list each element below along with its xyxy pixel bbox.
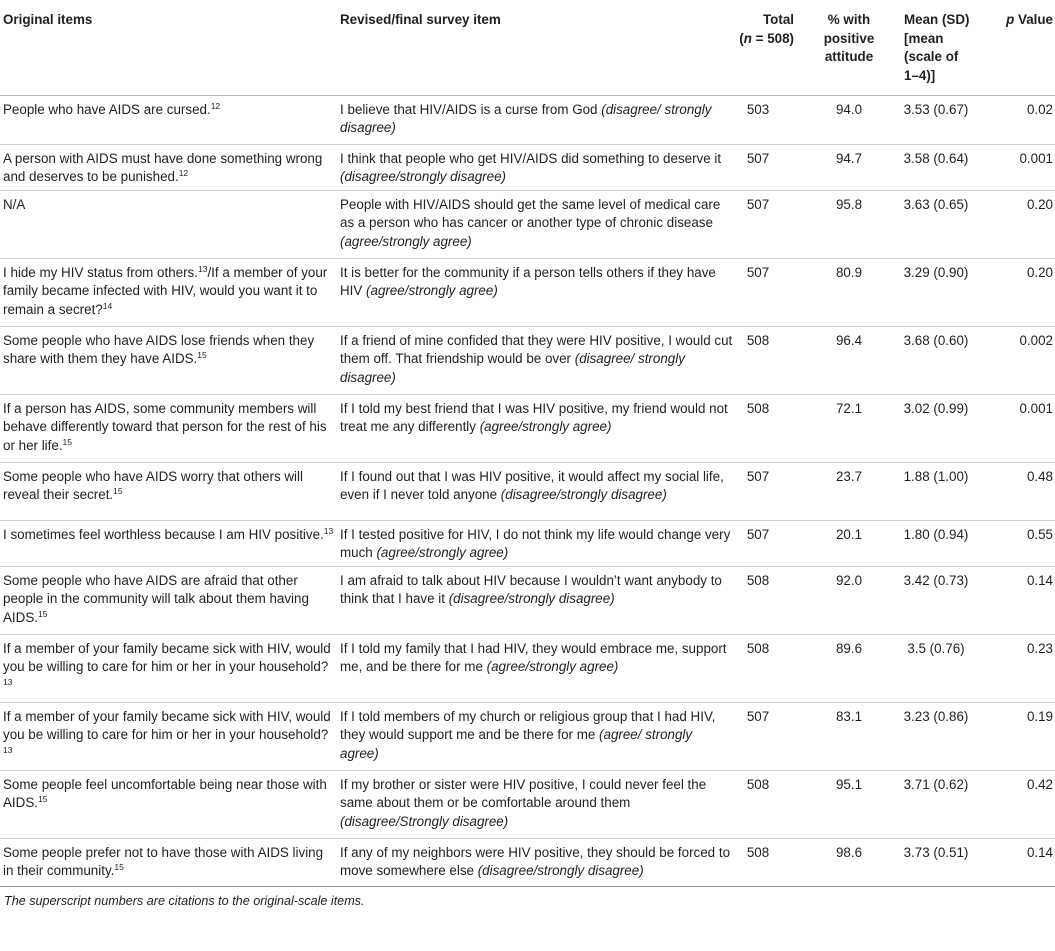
cell-p-value: 0.20: [990, 190, 1055, 258]
header-total: Total (n = 508): [734, 0, 804, 95]
table-header-row: [0, 0, 1055, 95]
cell-original-item: [0, 95, 336, 144]
table-footnote: The superscript numbers are citations to the original-scale items.: [4, 893, 365, 908]
table-row: [0, 190, 1055, 258]
cell-total: 503: [734, 95, 804, 144]
cell-total: 507: [734, 144, 804, 190]
table-row: [0, 258, 1055, 326]
cell-mean-sd: 3.68 (0.60): [894, 326, 990, 394]
citation-superscript: 13: [3, 676, 13, 687]
table-row: [0, 144, 1055, 190]
cell-p-value: 0.23: [990, 634, 1055, 702]
cell-positive-attitude: 95.8: [804, 190, 894, 258]
response-coding: (disagree/ strongly disagree): [340, 351, 685, 385]
table-row: [0, 462, 1055, 520]
original-item-text-cont: /If a member of your family became infected with HIV, would you want it to remain a secret?: [3, 264, 328, 317]
cell-positive-attitude: 96.4: [804, 326, 894, 394]
cell-positive-attitude: 20.1: [804, 520, 894, 566]
table-row: [0, 702, 1055, 770]
revised-item-text: I think that people who get HIV/AIDS did something to deserve it: [340, 150, 722, 166]
cell-p-value: 0.48: [990, 462, 1055, 520]
original-item-text: If a member of your family became sick with HIV, would you be willing to care for him or her in your household?: [3, 708, 331, 743]
cell-original-item: [0, 702, 336, 770]
citation-superscript: 12: [210, 100, 221, 111]
cell-revised-item: [336, 702, 734, 770]
cell-p-value: 0.14: [990, 566, 1055, 634]
citation-superscript: 15: [62, 436, 73, 447]
cell-p-value: 0.001: [990, 144, 1055, 190]
table-row: [0, 566, 1055, 634]
original-item-text: Some people who have AIDS worry that others will reveal their secret.: [3, 468, 303, 503]
cell-mean-sd: 3.58 (0.64): [894, 144, 990, 190]
table-body: [0, 95, 1055, 886]
cell-mean-sd: 3.63 (0.65): [894, 190, 990, 258]
revised-item-text: If I told my best friend that I was HIV positive, my friend would not treat me any differently: [340, 400, 728, 435]
revised-item-text: People with HIV/AIDS should get the same level of medical care as a person who has cancer or another type of chronic disease: [340, 196, 721, 231]
header-positive-attitude: % with positive attitude: [804, 0, 894, 95]
cell-revised-item: [336, 190, 734, 258]
cell-revised-item: [336, 520, 734, 566]
cell-original-item: [0, 520, 336, 566]
revised-item-text: If any of my neighbors were HIV positive, they should be forced to move somewhere else: [340, 844, 731, 879]
cell-mean-sd: 3.42 (0.73): [894, 566, 990, 634]
cell-p-value: 0.19: [990, 702, 1055, 770]
cell-mean-sd: 3.29 (0.90): [894, 258, 990, 326]
cell-total: 508: [734, 566, 804, 634]
cell-mean-sd: 3.73 (0.51): [894, 838, 990, 886]
original-item-text: Some people prefer not to have those with AIDS living in their community.: [3, 844, 324, 879]
cell-positive-attitude: 94.0: [804, 95, 894, 144]
cell-total: 508: [734, 770, 804, 838]
original-item-text: Some people who have AIDS are afraid that other people in the community will talk about them having AIDS.: [3, 572, 309, 625]
cell-p-value: 0.001: [990, 394, 1055, 462]
revised-item-text: I believe that HIV/AIDS is a curse from God: [340, 101, 602, 117]
original-item-text: I sometimes feel worthless because I am HIV positive.: [3, 526, 324, 542]
response-coding: (agree/strongly agree): [340, 233, 472, 249]
table-row: [0, 394, 1055, 462]
cell-original-item: [0, 394, 336, 462]
revised-item-text: If I found out that I was HIV positive, it would affect my social life, even if I never told anyone: [340, 468, 724, 503]
revised-item-text: I am afraid to talk about HIV because I wouldn’t want anybody to think that I have it: [340, 572, 722, 607]
cell-total: 507: [734, 702, 804, 770]
cell-total: 508: [734, 394, 804, 462]
cell-positive-attitude: 92.0: [804, 566, 894, 634]
cell-p-value: 0.14: [990, 838, 1055, 886]
cell-positive-attitude: 98.6: [804, 838, 894, 886]
revised-item-text: If I told my family that I had HIV, they would embrace me, support me, and be there for me: [340, 640, 727, 675]
citation-superscript: 15: [114, 862, 124, 873]
cell-original-item: [0, 190, 336, 258]
citation-superscript: 14: [102, 300, 113, 311]
cell-p-value: 0.42: [990, 770, 1055, 838]
cell-revised-item: [336, 838, 734, 886]
cell-positive-attitude: 89.6: [804, 634, 894, 702]
cell-revised-item: [336, 462, 734, 520]
response-coding: (agree/strongly agree): [479, 419, 612, 435]
cell-p-value: 0.55: [990, 520, 1055, 566]
response-coding: (disagree/Strongly disagree): [340, 813, 509, 829]
cell-revised-item: [336, 394, 734, 462]
header-p-value: p Value: [990, 0, 1055, 95]
table-row: [0, 520, 1055, 566]
cell-original-item: [0, 566, 336, 634]
response-coding: (disagree/ strongly disagree): [340, 101, 712, 136]
cell-revised-item: [336, 95, 734, 144]
cell-original-item: [0, 258, 336, 326]
response-coding: (disagree/strongly disagree): [448, 591, 615, 607]
citation-superscript: 13: [197, 263, 208, 274]
cell-original-item: [0, 462, 336, 520]
cell-total: 508: [734, 838, 804, 886]
cell-mean-sd: 1.88 (1.00): [894, 462, 990, 520]
cell-positive-attitude: 83.1: [804, 702, 894, 770]
revised-item-text: If I tested positive for HIV, I do not think my life would change very much: [340, 526, 731, 561]
revised-item-text: It is better for the community if a person tells others if they have HIV: [340, 264, 716, 299]
header-original-items: Original items: [0, 0, 336, 95]
cell-total: 507: [734, 258, 804, 326]
cell-positive-attitude: 80.9: [804, 258, 894, 326]
cell-original-item: [0, 634, 336, 702]
original-item-text: I hide my HIV status from others.: [3, 264, 198, 280]
cell-positive-attitude: 23.7: [804, 462, 894, 520]
cell-mean-sd: 1.80 (0.94): [894, 520, 990, 566]
cell-revised-item: [336, 770, 734, 838]
response-coding: (agree/strongly agree): [486, 659, 619, 675]
cell-original-item: [0, 144, 336, 190]
cell-positive-attitude: 72.1: [804, 394, 894, 462]
cell-revised-item: [336, 566, 734, 634]
table-row: [0, 770, 1055, 838]
cell-mean-sd: 3.71 (0.62): [894, 770, 990, 838]
citation-superscript: 15: [37, 794, 48, 805]
response-coding: (agree/strongly agree): [366, 283, 498, 299]
cell-revised-item: [336, 144, 734, 190]
cell-total: 507: [734, 190, 804, 258]
revised-item-text: If I told members of my church or religious group that I had HIV, they would support me and be there for me: [340, 708, 716, 743]
cell-mean-sd: 3.5 (0.76): [894, 634, 990, 702]
citation-superscript: 15: [197, 350, 207, 361]
cell-total: 508: [734, 634, 804, 702]
cell-mean-sd: 3.53 (0.67): [894, 95, 990, 144]
response-coding: (agree/strongly agree): [376, 545, 509, 561]
citation-superscript: 13: [3, 744, 13, 755]
cell-total: 508: [734, 326, 804, 394]
original-item-text: N/A: [3, 196, 26, 212]
cell-total: 507: [734, 462, 804, 520]
citation-superscript: 13: [323, 525, 334, 536]
table-row: [0, 838, 1055, 886]
original-item-text: A person with AIDS must have done something wrong and deserves to be punished.: [3, 150, 323, 185]
original-item-text: Some people feel uncomfortable being near those with AIDS.: [3, 776, 327, 811]
cell-revised-item: [336, 634, 734, 702]
original-item-text: People who have AIDS are cursed.: [3, 101, 211, 117]
citation-superscript: 15: [113, 486, 123, 497]
original-item-text: Some people who have AIDS lose friends when they share with them they have AIDS.: [3, 332, 315, 367]
cell-original-item: [0, 838, 336, 886]
table-row: [0, 326, 1055, 394]
response-coding: (disagree/strongly disagree): [340, 169, 506, 185]
cell-total: 507: [734, 520, 804, 566]
cell-positive-attitude: 95.1: [804, 770, 894, 838]
revised-item-text: If a friend of mine confided that they were HIV positive, I would cut them off. That friendship would be over: [340, 332, 733, 367]
original-item-text: If a member of your family became sick with HIV, would you be willing to care for him or her in your household?: [3, 640, 331, 675]
cell-p-value: 0.02: [990, 95, 1055, 144]
table-row: [0, 634, 1055, 702]
response-coding: (disagree/strongly disagree): [500, 487, 667, 503]
original-item-text: If a person has AIDS, some community members will behave differently toward that person for the rest of his or her life.: [3, 400, 327, 453]
header-revised-item: Revised/final survey item: [336, 0, 734, 95]
table-row: [0, 95, 1055, 144]
cell-original-item: [0, 770, 336, 838]
cell-p-value: 0.20: [990, 258, 1055, 326]
cell-revised-item: [336, 326, 734, 394]
cell-positive-attitude: 94.7: [804, 144, 894, 190]
header-mean-sd: Mean (SD) [mean (scale of 1–4)]: [894, 0, 990, 95]
response-coding: (disagree/strongly disagree): [477, 863, 644, 879]
cell-mean-sd: 3.23 (0.86): [894, 702, 990, 770]
cell-revised-item: [336, 258, 734, 326]
cell-original-item: [0, 326, 336, 394]
response-coding: (agree/ strongly agree): [340, 727, 693, 761]
citation-superscript: 15: [37, 608, 48, 619]
cell-mean-sd: 3.02 (0.99): [894, 394, 990, 462]
cell-p-value: 0.002: [990, 326, 1055, 394]
citation-superscript: 12: [178, 168, 189, 179]
revised-item-text: If my brother or sister were HIV positive, I could never feel the same about them or be comfortable around them: [340, 776, 707, 811]
